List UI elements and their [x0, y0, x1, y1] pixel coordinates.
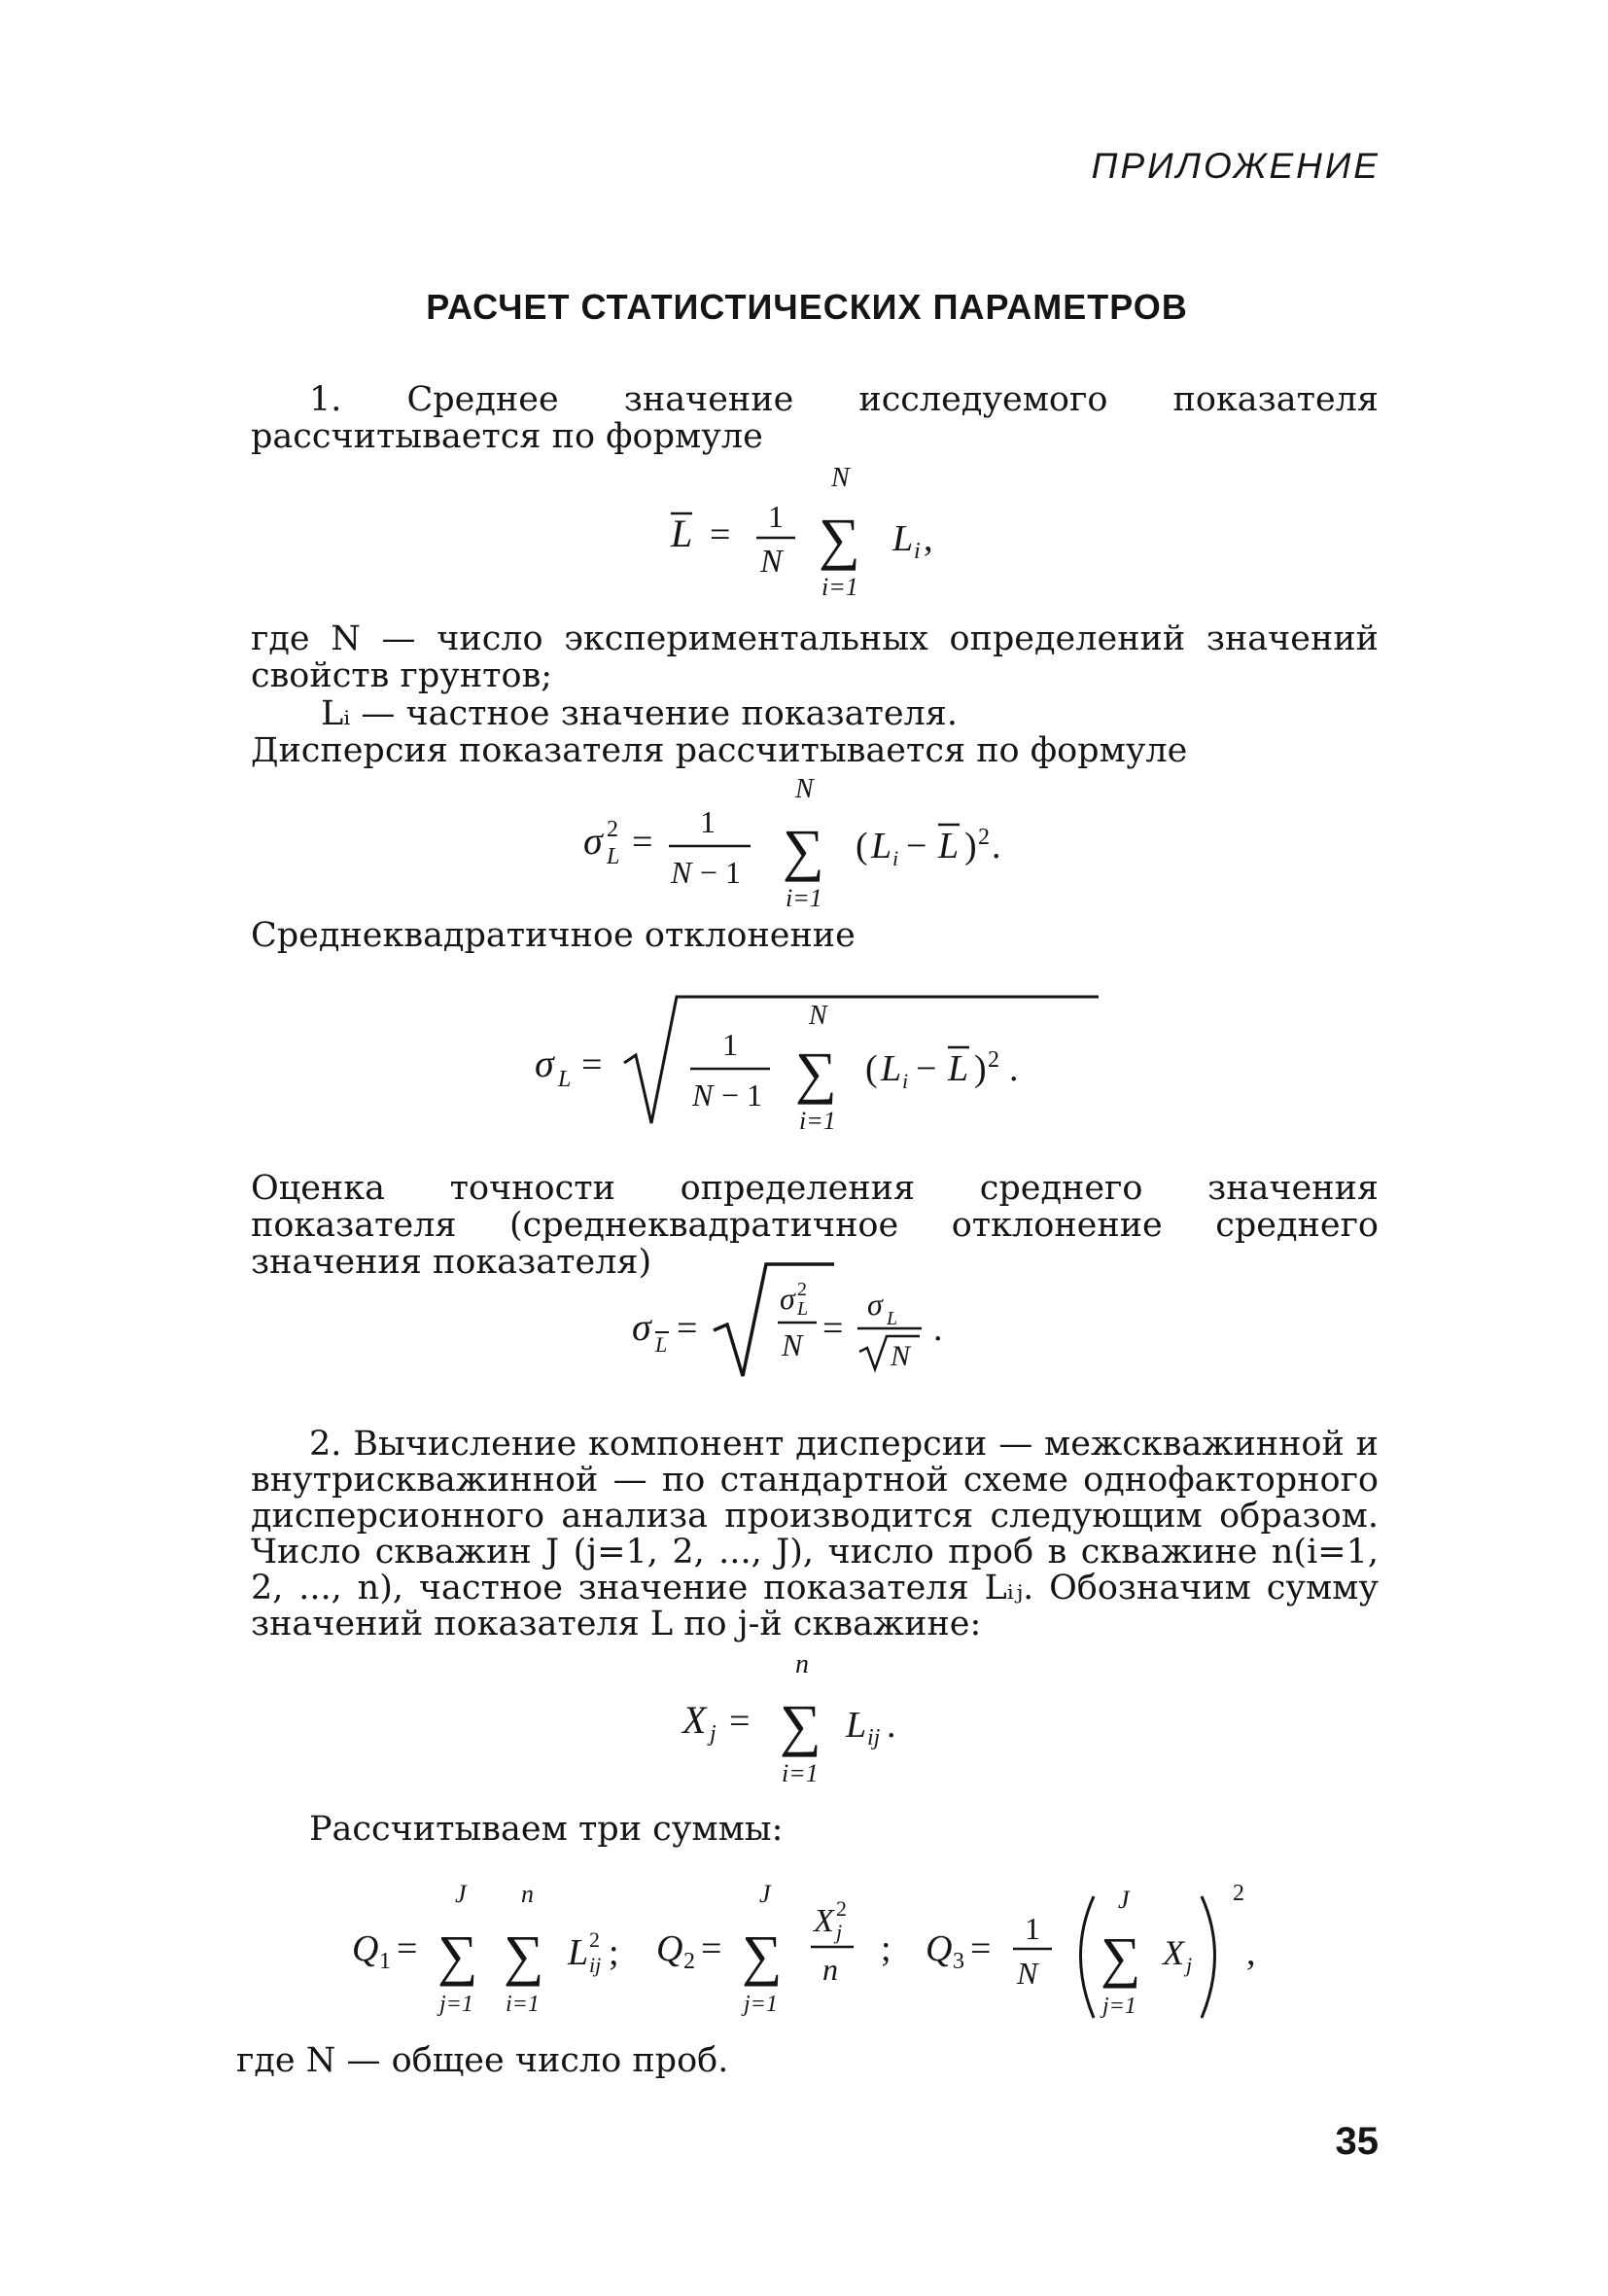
svg-text:J: J — [759, 1880, 771, 1908]
formula-dispersion — [574, 768, 1079, 914]
svg-text:ij: ij — [589, 1953, 602, 1977]
svg-text:− 1: − 1 — [721, 1077, 763, 1113]
svg-text:X: X — [814, 1903, 834, 1939]
svg-text:3: 3 — [953, 1949, 964, 1974]
svg-text:L: L — [871, 826, 892, 866]
svg-text:N: N — [831, 463, 850, 493]
svg-text:j=1: j=1 — [1102, 1994, 1136, 2019]
svg-text:ij: ij — [867, 1725, 881, 1750]
svg-text:2: 2 — [988, 1047, 999, 1073]
svg-text:Q: Q — [656, 1928, 683, 1969]
svg-text:N: N — [891, 1340, 911, 1372]
appendix-label: ПРИЛОЖЕНИЕ — [1091, 146, 1381, 186]
svg-text:,: , — [924, 518, 933, 559]
formula-mean — [642, 457, 992, 603]
accuracy-intro: Оценка точности определения среднего значения показателя (среднеквадратичное отклонение среднего значения показателя) — [251, 1169, 1379, 1282]
std-intro: Среднеквадратичное отклонение — [251, 916, 856, 955]
svg-text:L: L — [558, 1067, 572, 1092]
formula-sum-xj — [671, 1643, 962, 1789]
svg-text:Q: Q — [352, 1928, 379, 1969]
svg-text:1: 1 — [379, 1949, 391, 1974]
svg-text:;: ; — [881, 1928, 891, 1969]
formula-std — [515, 977, 1137, 1143]
formula-mean-std — [612, 1254, 1040, 1391]
svg-text:σ: σ — [632, 1305, 651, 1349]
where-n: где N — число экспериментальных определений значений свойств грунтов; — [251, 619, 1379, 695]
svg-text:i=1: i=1 — [799, 1107, 836, 1135]
svg-text:j: j — [1186, 1953, 1193, 1977]
svg-text:∑: ∑ — [783, 818, 824, 882]
svg-text:n: n — [795, 1649, 809, 1679]
svg-text:=: = — [701, 1928, 722, 1969]
svg-text:.: . — [1009, 1048, 1019, 1089]
page-title: РАСЧЕТ СТАТИСТИЧЕСКИХ ПАРАМЕТРОВ — [426, 287, 1188, 327]
svg-text:∑: ∑ — [437, 1924, 478, 1987]
svg-text:∑: ∑ — [1101, 1925, 1141, 1989]
svg-text:X: X — [682, 1698, 707, 1742]
svg-text:;: ; — [609, 1932, 619, 1973]
svg-text:∑: ∑ — [504, 1924, 544, 1987]
svg-text:i=1: i=1 — [821, 573, 858, 601]
svg-text:N: N — [1017, 1956, 1038, 1991]
svg-text:J: J — [1118, 1886, 1130, 1914]
svg-text:2: 2 — [978, 825, 990, 850]
svg-text:σ: σ — [535, 1042, 554, 1085]
svg-text:N: N — [760, 544, 783, 580]
svg-text:L: L — [892, 518, 914, 559]
svg-text:∑: ∑ — [819, 507, 860, 571]
svg-text:=: = — [397, 1928, 418, 1969]
svg-text:X: X — [1163, 1933, 1184, 1972]
svg-text:i: i — [892, 846, 899, 870]
svg-text:j: j — [710, 1721, 717, 1747]
svg-text:(: ( — [856, 826, 868, 866]
svg-text:L: L — [655, 1332, 668, 1357]
section2-intro: 2. Вычисление компонент дисперсии — межскважинной и внутрискважинной — по стандартной схеме однофакторного дисперсионного анализа производится следующим образом. Число скважин J (j=1, 2, ..., J), число проб в скважине n(i=1, 2, ..., n), частное значение показателя Lᵢⱼ. Обозначим сумму значений показателя L по j-й скважине: — [251, 1425, 1379, 1643]
svg-text:∑: ∑ — [742, 1924, 783, 1987]
svg-text:=: = — [822, 1308, 844, 1349]
svg-text:−: − — [916, 1048, 937, 1089]
svg-text:=: = — [581, 1044, 603, 1085]
svg-text:): ) — [974, 1048, 987, 1089]
svg-text:L: L — [846, 1705, 867, 1746]
svg-text:.: . — [933, 1308, 943, 1349]
svg-text:∑: ∑ — [795, 1041, 837, 1105]
svg-text:(: ( — [865, 1048, 878, 1089]
svg-text:L: L — [887, 1308, 898, 1329]
svg-text:−: − — [906, 826, 927, 866]
svg-text:J: J — [455, 1880, 467, 1908]
svg-text:2: 2 — [589, 1927, 600, 1952]
svg-text:L: L — [607, 844, 620, 869]
svg-text:i=1: i=1 — [782, 1759, 819, 1787]
svg-text:i=1: i=1 — [506, 1992, 540, 2017]
svg-text:=: = — [710, 514, 731, 555]
svg-text:.: . — [887, 1705, 896, 1746]
svg-text:L: L — [938, 826, 960, 866]
svg-text:n: n — [521, 1880, 534, 1908]
svg-text:L: L — [797, 1298, 809, 1320]
svg-text:2: 2 — [836, 1896, 847, 1921]
svg-text:j=1: j=1 — [439, 1992, 473, 2017]
svg-text:2: 2 — [683, 1949, 695, 1974]
svg-text:=: = — [677, 1308, 698, 1349]
svg-text:1: 1 — [1025, 1911, 1040, 1946]
svg-text:L: L — [948, 1048, 969, 1089]
svg-text:N: N — [795, 774, 814, 804]
page-number: 35 — [1335, 2120, 1379, 2163]
svg-text:N: N — [782, 1327, 803, 1362]
svg-text:.: . — [992, 826, 1001, 866]
svg-text:σ: σ — [780, 1281, 795, 1316]
svg-text:2: 2 — [797, 1279, 807, 1300]
three-sums-label: Рассчитываем три суммы: — [309, 1810, 784, 1849]
svg-text:− 1: − 1 — [700, 855, 742, 890]
svg-text:=: = — [729, 1701, 751, 1742]
svg-text:n: n — [822, 1952, 838, 1987]
svg-text:=: = — [632, 822, 653, 863]
dispersion-intro: Дисперсия показателя рассчитывается по формуле — [251, 731, 1188, 770]
svg-text:j=1: j=1 — [744, 1992, 778, 2017]
svg-text:σ: σ — [867, 1287, 883, 1322]
where-li: Lᵢ — частное значение показателя. — [321, 694, 958, 733]
svg-text:N: N — [692, 1077, 714, 1113]
svg-text:N: N — [671, 855, 692, 890]
svg-text:1: 1 — [700, 804, 716, 839]
svg-text:∑: ∑ — [780, 1693, 821, 1757]
svg-text:σ: σ — [583, 819, 603, 863]
svg-text:L: L — [568, 1932, 589, 1973]
where-total: где N — общее число проб. — [236, 2041, 729, 2080]
svg-text:=: = — [970, 1928, 992, 1969]
svg-text:,: , — [1246, 1932, 1256, 1973]
formula-q-sums — [340, 1867, 1293, 2032]
section1-intro: 1. Среднее значение исследуемого показателя рассчитывается по формуле — [251, 380, 1379, 456]
svg-text:i: i — [902, 1069, 909, 1093]
svg-text:): ) — [964, 826, 977, 866]
svg-text:L: L — [671, 512, 693, 555]
svg-text:i: i — [914, 539, 921, 564]
svg-text:i=1: i=1 — [786, 884, 822, 912]
svg-text:2: 2 — [1233, 1881, 1244, 1906]
svg-text:j: j — [836, 1920, 843, 1944]
svg-text:2: 2 — [607, 817, 618, 842]
svg-text:Q: Q — [926, 1928, 953, 1969]
svg-text:1: 1 — [722, 1027, 738, 1062]
svg-text:N: N — [809, 1001, 827, 1031]
svg-text:L: L — [881, 1048, 902, 1089]
svg-text:1: 1 — [768, 499, 784, 534]
